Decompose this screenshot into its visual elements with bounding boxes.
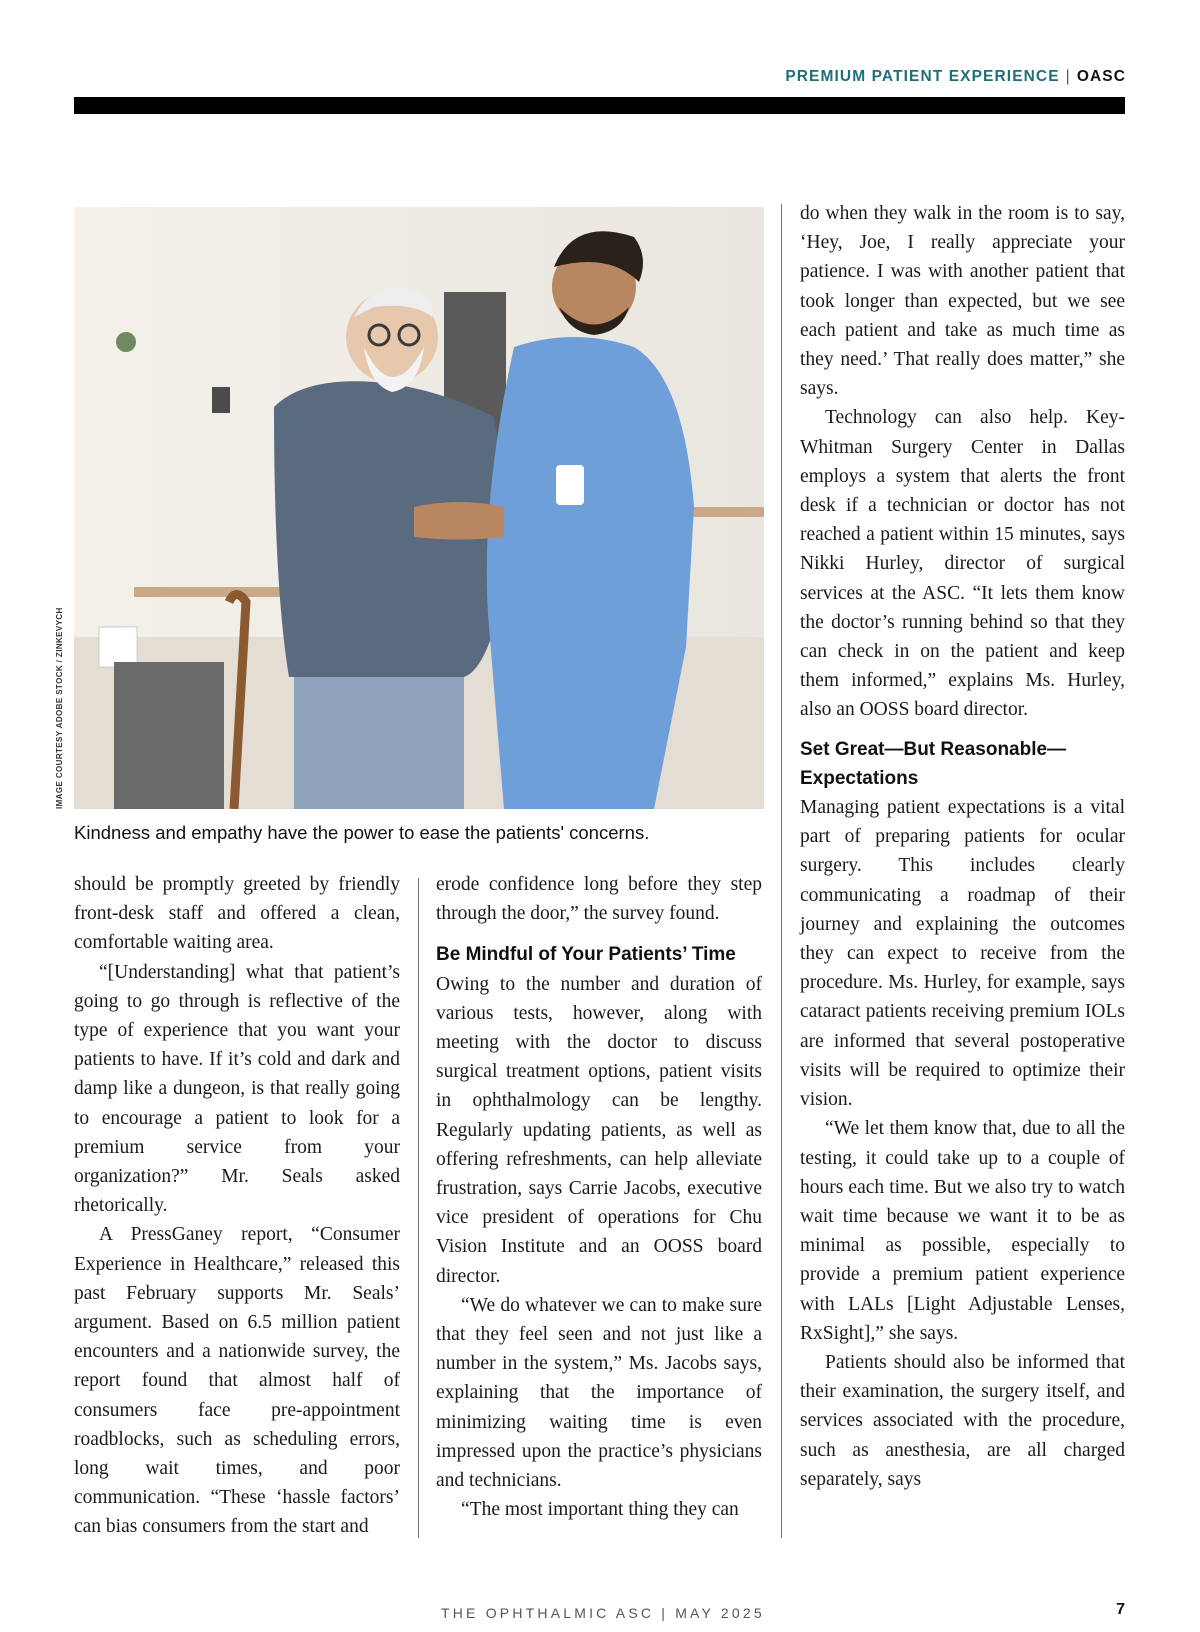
- footer-publication: THE OPHTHALMIC ASC | MAY 2025: [441, 1605, 765, 1621]
- subheading: Be Mindful of Your Patients’ Time: [436, 944, 736, 966]
- column-3: [800, 199, 1125, 1494]
- paragraph: “We let them know that, due to all the testing, it could take up to a couple of hours each time. But we also try to watch wait time because we want it to be as minimal as possible, especially to provide a premium patient experience with LALs [Light Adjustable Lenses, RxSight],” she says.: [800, 1118, 1125, 1344]
- paragraph: do when they walk in the room is to say, ‘Hey, Joe, I really appreciate your patience. I was with another patient that took longer than expected, but we see each patient and take as much time as they need.’ That really does matter,” she says.: [800, 203, 1125, 400]
- wall-lamp: [212, 387, 230, 413]
- subheading: Set Great—But Reasonable—Expectations: [800, 738, 1067, 789]
- chair: [114, 662, 224, 809]
- header-rule-bar: [74, 97, 1125, 114]
- photo-caption: Kindness and empathy have the power to ease the patients' concerns.: [74, 822, 650, 843]
- id-badge-icon: [556, 465, 584, 505]
- paragraph: A PressGaney report, “Consumer Experience in Healthcare,” released this past February supports Mr. Seals’ argument. Based on 6.5 million patient encounters and a nationwide survey, the report found that almost half of consumers face pre-appointment roadblocks, such as scheduling errors, long wait times, and poor communication. “These ‘hassle factors’ can bias consumers from the start and: [74, 1224, 400, 1538]
- paragraph: Technology can also help. Key-Whitman Surgery Center in Dallas employs a system that alerts the front desk if a technician or doctor has not reached a patient within 15 minutes, says Nikki Hurley, director of surgical services at the ASC. “It lets them know the doctor’s running behind so that they can check in on the patient and keep them informed,” explains Ms. Hurley, also an OOSS board director.: [800, 407, 1125, 721]
- spacer: [800, 725, 1125, 735]
- nurse-scrubs: [487, 337, 694, 809]
- brand-label: OASC: [1076, 68, 1126, 85]
- article-photo: [74, 207, 764, 809]
- running-header: [785, 68, 1126, 86]
- photo-illustration: [74, 207, 764, 809]
- column-rule: [418, 878, 419, 1538]
- paragraph: Patients should also be informed that their examination, the surgery itself, and services associated with the procedure, such as anesthesia, are all charged separately, says: [800, 1351, 1125, 1490]
- column-2: [436, 870, 762, 1524]
- column-1: [74, 870, 400, 1542]
- wood-shelf: [134, 587, 284, 597]
- image-credit: IMAGE COURTESY ADOBE STOCK / ZINKEVYCH: [55, 607, 64, 809]
- paragraph: Managing patient expectations is a vital part of preparing patients for ocular surgery. This includes clearly communicating a roadmap of their journey and explaining the outcomes they can expect to receive from the procedure. Ms. Hurley, for example, says cataract patients receiving premium IOLs are informed that several postoperative visits will be required to optimize their vision.: [800, 797, 1125, 1111]
- paragraph: Owing to the number and duration of various tests, however, along with meeting with the doctor to discuss surgical treatment options, patient visits in ophthalmology can be lengthy. Regularly updating patients, as well as offering refreshments, can help alleviate frustration, says Carrie Jacobs, executive vice president of operations for Chu Vision Institute and an OOSS board director.: [436, 973, 762, 1287]
- jar: [99, 627, 137, 667]
- column-rule: [781, 204, 782, 1538]
- plant-pot-icon: [116, 332, 136, 352]
- page-number: 7: [1116, 1601, 1125, 1618]
- paragraph: erode confidence long before they step through the door,” the survey found.: [436, 874, 762, 925]
- paragraph: “We do whatever we can to make sure that they feel seen and not just like a number in the system,” Ms. Jacobs says, explaining that the importance of minimizing waiting time is even impressed upon the practice’s physicians and technicians.: [436, 1294, 762, 1492]
- paragraph: “The most important thing they can: [461, 1499, 739, 1521]
- paragraph: “[Understanding] what that patient’s going to go through is reflective of the type of experience that you want your patients to have. If it’s cold and dark and damp like a dungeon, is that really going to encourage a patient to look for a premium service from your organization?” Mr. Seals asked rhetorically.: [74, 961, 400, 1217]
- spacer: [436, 928, 762, 940]
- nurse-arm: [414, 502, 504, 540]
- header-divider: |: [1065, 68, 1071, 85]
- paragraph: should be promptly greeted by friendly front-desk staff and offered a clean, comfortable waiting area.: [74, 874, 400, 954]
- man-jeans: [294, 662, 464, 809]
- section-label: PREMIUM PATIENT EXPERIENCE: [785, 68, 1060, 85]
